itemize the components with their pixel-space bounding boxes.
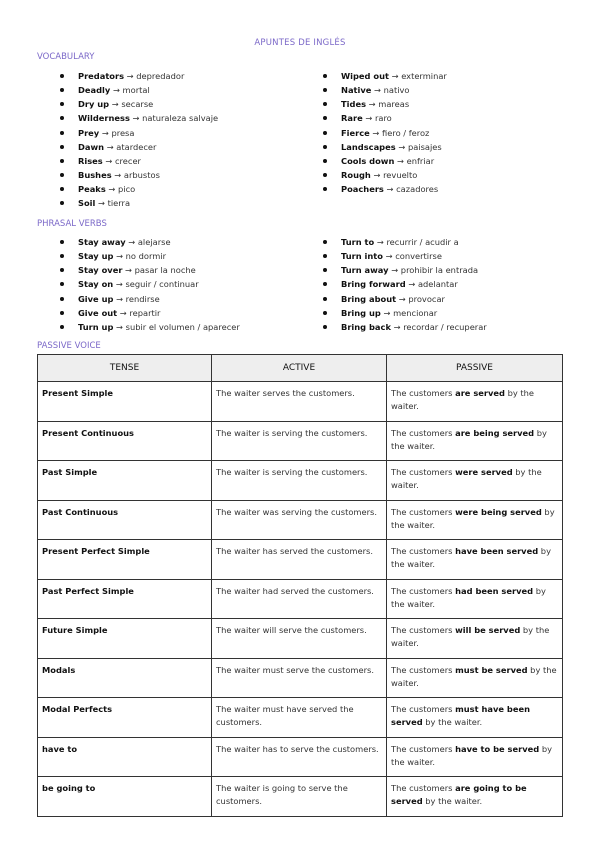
bullet-icon: [60, 116, 64, 120]
vocabulary-meaning: presa: [111, 127, 135, 138]
tense-cell: be going to: [38, 777, 212, 817]
passive-subject: The customers: [391, 467, 456, 477]
arrow-icon: →: [105, 184, 118, 195]
vocabulary-item: [321, 182, 447, 196]
passive-verb: are served: [455, 388, 505, 398]
table-row: [38, 421, 563, 461]
vocabulary-item: [58, 111, 218, 125]
active-cell: The waiter is serving the customers.: [212, 461, 387, 501]
vocabulary-item: [58, 168, 218, 182]
phrasal-verb-term: Stay on: [78, 279, 114, 290]
active-cell: The waiter had served the customers.: [212, 579, 387, 619]
vocabulary-term: Peaks: [78, 184, 106, 195]
vocabulary-item: [58, 196, 218, 210]
phrasal-verb-term: Bring up: [341, 307, 381, 318]
vocabulary-meaning: atardecer: [116, 141, 157, 152]
phrasal-verb-item: [321, 249, 487, 263]
table-row: [38, 500, 563, 540]
vocabulary-item: [321, 140, 447, 154]
arrow-icon: →: [362, 113, 375, 124]
vocabulary-meaning: enfriar: [406, 155, 435, 166]
vocabulary-item: [321, 83, 447, 97]
phrasal-verb-term: Turn into: [341, 251, 383, 262]
bullet-icon: [323, 116, 327, 120]
vocabulary-meaning: crecer: [114, 155, 141, 166]
phrasal-verb-meaning: convertirse: [395, 251, 442, 262]
bullet-icon: [60, 268, 64, 272]
table-row: [38, 540, 563, 580]
phrasal-verb-item: [58, 320, 240, 334]
table-header-row: [38, 355, 563, 382]
passive-agent: by the waiter.: [391, 664, 557, 688]
bullet-icon: [323, 311, 327, 315]
phrasal-verb-term: Stay up: [78, 251, 114, 262]
phrasal-verb-meaning: seguir / continuar: [125, 279, 199, 290]
passive-verb: were being served: [455, 506, 542, 517]
phrasal-verbs-heading: PHRASAL VERBS: [37, 219, 107, 229]
vocabulary-meaning: raro: [374, 113, 392, 124]
passive-agent: by the waiter.: [391, 625, 550, 648]
active-cell: The waiter serves the customers.: [212, 382, 387, 422]
passive-verb: must be served: [455, 664, 528, 675]
active-cell: The waiter will serve the customers.: [212, 619, 387, 659]
passive-subject: The customers: [391, 388, 456, 398]
passive-cell: [387, 777, 563, 817]
phrasal-verbs-list-left: [58, 235, 240, 334]
vocabulary-meaning: naturaleza salvaje: [142, 113, 219, 124]
arrow-icon: →: [405, 279, 418, 290]
passive-cell: [387, 619, 563, 659]
passive-subject: The customers: [391, 743, 456, 754]
passive-verb: must have been served: [391, 704, 530, 727]
arrow-icon: →: [395, 141, 408, 152]
vocabulary-term: Wilderness: [78, 113, 130, 124]
tense-cell: Past Continuous: [38, 500, 212, 540]
vocabulary-meaning: revuelto: [383, 170, 418, 181]
phrasal-verb-meaning: no dormir: [125, 251, 167, 262]
vocabulary-term: Wiped out: [341, 71, 389, 81]
phrasal-verb-term: Stay away: [78, 237, 126, 247]
arrow-icon: →: [125, 237, 138, 247]
phrasal-verb-item: [58, 292, 240, 306]
phrasal-verb-term: Bring forward: [341, 279, 406, 290]
vocabulary-term: Rough: [341, 170, 371, 181]
passive-subject: The customers: [391, 585, 456, 596]
vocabulary-meaning: arbustos: [123, 170, 160, 181]
bullet-icon: [60, 282, 64, 286]
tense-cell: Present Simple: [38, 382, 212, 422]
arrow-icon: →: [122, 265, 135, 276]
bullet-icon: [323, 145, 327, 149]
vocabulary-term: Rare: [341, 113, 363, 124]
arrow-icon: →: [369, 127, 383, 138]
active-cell: The waiter must have served the customers.: [212, 698, 387, 738]
arrow-icon: →: [110, 85, 123, 96]
tense-cell: Present Perfect Simple: [38, 540, 212, 580]
bullet-icon: [323, 187, 327, 191]
table-row: [38, 579, 563, 619]
active-cell: The waiter has to serve the customers.: [212, 737, 387, 777]
bullet-icon: [323, 131, 327, 135]
passive-voice-table: [37, 354, 563, 817]
phrasal-verb-term: Stay over: [78, 265, 123, 276]
arrow-icon: →: [382, 251, 396, 262]
passive-agent: by the waiter.: [391, 506, 555, 530]
bullet-icon: [323, 159, 327, 163]
arrow-icon: →: [113, 251, 126, 262]
vocabulary-term: Landscapes: [341, 141, 396, 152]
phrasal-verb-item: [58, 249, 240, 263]
table-row: [38, 737, 563, 777]
vocabulary-term: Rises: [78, 155, 103, 166]
bullet-icon: [60, 145, 64, 149]
tense-cell: Past Simple: [38, 461, 212, 501]
passive-agent: by the waiter.: [422, 717, 483, 727]
passive-agent: by the waiter.: [391, 467, 542, 490]
arrow-icon: →: [380, 307, 394, 318]
vocabulary-item: [321, 154, 447, 168]
bullet-icon: [60, 297, 64, 301]
vocabulary-term: Poachers: [341, 184, 384, 195]
arrow-icon: →: [390, 321, 404, 332]
passive-verb: have to be served: [455, 743, 540, 754]
vocabulary-meaning: cazadores: [396, 184, 439, 195]
table-row: [38, 461, 563, 501]
vocabulary-item: [321, 69, 447, 83]
bullet-icon: [60, 311, 64, 315]
phrasal-verb-meaning: rendirse: [125, 293, 160, 304]
arrow-icon: →: [109, 99, 122, 110]
phrasal-verb-term: Give out: [78, 307, 118, 318]
vocabulary-term: Cools down: [341, 155, 395, 166]
vocabulary-heading: VOCABULARY: [37, 52, 95, 62]
vocabulary-term: Fierce: [341, 127, 370, 138]
phrasal-verb-meaning: subir el volumen / aparecer: [125, 321, 240, 332]
vocabulary-meaning: paisajes: [407, 141, 442, 152]
tense-cell: Past Perfect Simple: [38, 579, 212, 619]
vocabulary-item: [321, 111, 447, 125]
arrow-icon: →: [104, 141, 117, 152]
phrasal-verb-term: Turn to: [341, 237, 375, 247]
phrasal-verb-item: [58, 277, 240, 291]
arrow-icon: →: [383, 184, 397, 195]
passive-cell: [387, 579, 563, 619]
arrow-icon: →: [124, 71, 137, 81]
table-row: [38, 658, 563, 698]
passive-agent: by the waiter.: [391, 743, 553, 767]
passive-agent: by the waiter.: [391, 585, 546, 609]
vocabulary-item: [58, 182, 218, 196]
passive-verb: were served: [455, 467, 513, 477]
arrow-icon: →: [102, 155, 115, 166]
arrow-icon: →: [111, 170, 124, 181]
phrasal-verb-meaning: alejarse: [137, 237, 171, 247]
vocabulary-item: [58, 126, 218, 140]
vocabulary-term: Predators: [78, 71, 125, 81]
passive-cell: [387, 698, 563, 738]
passive-cell: [387, 500, 563, 540]
active-cell: The waiter was serving the customers.: [212, 500, 387, 540]
phrasal-verb-item: [321, 235, 487, 249]
passive-agent: by the waiter.: [391, 388, 535, 411]
vocabulary-meaning: exterminar: [401, 71, 447, 81]
phrasal-verb-item: [321, 306, 487, 320]
document-title: APUNTES DE INGLÉS: [254, 38, 346, 48]
passive-subject: The customers: [391, 427, 456, 438]
column-header-tense: TENSE: [38, 355, 212, 382]
passive-subject: The customers: [391, 506, 456, 517]
passive-subject: The customers: [391, 625, 456, 635]
arrow-icon: →: [388, 265, 401, 276]
passive-cell: [387, 737, 563, 777]
bullet-icon: [60, 102, 64, 106]
phrasal-verb-item: [321, 277, 487, 291]
vocabulary-meaning: tierra: [107, 198, 131, 209]
bullet-icon: [60, 159, 64, 163]
arrow-icon: →: [388, 71, 402, 81]
table-row: [38, 777, 563, 817]
phrasal-verb-meaning: recordar / recuperar: [403, 321, 487, 332]
bullet-icon: [60, 254, 64, 258]
passive-cell: [387, 540, 563, 580]
tense-cell: Present Continuous: [38, 421, 212, 461]
passive-cell: [387, 421, 563, 461]
tense-cell: Future Simple: [38, 619, 212, 659]
phrasal-verb-item: [58, 306, 240, 320]
bullet-icon: [323, 282, 327, 286]
bullet-icon: [323, 297, 327, 301]
phrasal-verb-meaning: adelantar: [417, 279, 458, 290]
vocabulary-meaning: depredador: [136, 71, 185, 81]
phrasal-verb-item: [321, 263, 487, 277]
vocabulary-term: Dawn: [78, 141, 105, 152]
vocabulary-term: Bushes: [78, 170, 112, 181]
phrasal-verb-term: Turn up: [78, 321, 114, 332]
passive-agent: by the waiter.: [422, 796, 483, 806]
vocabulary-item: [58, 69, 218, 83]
phrasal-verb-item: [321, 320, 487, 334]
arrow-icon: →: [117, 307, 130, 318]
phrasal-verb-term: Bring back: [341, 321, 391, 332]
bullet-icon: [60, 131, 64, 135]
passive-subject: The customers: [391, 704, 456, 714]
active-cell: The waiter has served the customers.: [212, 540, 387, 580]
vocabulary-term: Dry up: [78, 99, 110, 110]
vocabulary-meaning: nativo: [383, 85, 410, 96]
phrasal-verb-meaning: mencionar: [393, 307, 438, 318]
bullet-icon: [323, 173, 327, 177]
phrasal-verb-item: [321, 292, 487, 306]
passive-verb: are going to be served: [391, 783, 527, 806]
table-row: [38, 698, 563, 738]
phrasal-verb-term: Bring about: [341, 293, 397, 304]
bullet-icon: [323, 88, 327, 92]
tense-cell: have to: [38, 737, 212, 777]
arrow-icon: →: [95, 198, 108, 209]
bullet-icon: [60, 325, 64, 329]
vocabulary-item: [58, 83, 218, 97]
phrasal-verbs-list-right: [321, 235, 487, 334]
bullet-icon: [60, 201, 64, 205]
phrasal-verb-meaning: provocar: [408, 293, 445, 304]
passive-cell: [387, 461, 563, 501]
arrow-icon: →: [366, 99, 379, 110]
passive-verb: will be served: [455, 625, 521, 635]
bullet-icon: [323, 254, 327, 258]
passive-subject: The customers: [391, 664, 456, 675]
arrow-icon: →: [370, 170, 384, 181]
bullet-icon: [323, 240, 327, 244]
passive-voice-heading: PASSIVE VOICE: [37, 341, 101, 351]
active-cell: The waiter is going to serve the customers.: [212, 777, 387, 817]
vocabulary-term: Prey: [78, 127, 100, 138]
vocabulary-list-right: [321, 69, 447, 196]
arrow-icon: →: [113, 293, 126, 304]
bullet-icon: [60, 74, 64, 78]
table-row: [38, 619, 563, 659]
arrow-icon: →: [99, 127, 112, 138]
vocabulary-term: Native: [341, 85, 372, 96]
arrow-icon: →: [396, 293, 409, 304]
vocabulary-list-left: [58, 69, 218, 211]
passive-subject: The customers: [391, 783, 456, 793]
active-cell: The waiter is serving the customers.: [212, 421, 387, 461]
vocabulary-meaning: mareas: [378, 99, 410, 110]
arrow-icon: →: [371, 85, 384, 96]
bullet-icon: [323, 325, 327, 329]
phrasal-verb-item: [58, 263, 240, 277]
vocabulary-item: [321, 126, 447, 140]
bullet-icon: [60, 173, 64, 177]
phrasal-verb-term: Turn away: [341, 265, 389, 276]
vocabulary-term: Deadly: [78, 85, 111, 96]
passive-verb: had been served: [455, 585, 534, 596]
vocabulary-item: [58, 97, 218, 111]
arrow-icon: →: [113, 279, 126, 290]
passive-cell: [387, 382, 563, 422]
passive-agent: by the waiter.: [391, 546, 551, 569]
arrow-icon: →: [129, 113, 143, 124]
vocabulary-meaning: secarse: [121, 99, 154, 110]
phrasal-verb-meaning: prohibir la entrada: [400, 265, 479, 276]
passive-agent: by the waiter.: [391, 427, 547, 451]
vocabulary-term: Soil: [78, 198, 96, 209]
phrasal-verb-meaning: repartir: [129, 307, 161, 318]
column-header-passive: PASSIVE: [387, 355, 563, 382]
passive-subject: The customers: [391, 546, 456, 556]
phrasal-verb-meaning: recurrir / acudir a: [386, 237, 459, 247]
phrasal-verb-term: Give up: [78, 293, 114, 304]
vocabulary-item: [321, 97, 447, 111]
vocabulary-term: Tides: [341, 99, 367, 110]
arrow-icon: →: [374, 237, 387, 247]
bullet-icon: [60, 240, 64, 244]
phrasal-verb-meaning: pasar la noche: [134, 265, 196, 276]
passive-verb: have been served: [455, 546, 539, 556]
vocabulary-item: [58, 140, 218, 154]
phrasal-verb-item: [58, 235, 240, 249]
passive-cell: [387, 658, 563, 698]
vocabulary-meaning: pico: [118, 184, 136, 195]
bullet-icon: [60, 88, 64, 92]
bullet-icon: [323, 74, 327, 78]
vocabulary-meaning: fiero / feroz: [382, 127, 430, 138]
vocabulary-meaning: mortal: [122, 85, 150, 96]
bullet-icon: [323, 268, 327, 272]
passive-verb: are being served: [455, 427, 535, 438]
vocabulary-item: [321, 168, 447, 182]
vocabulary-item: [58, 154, 218, 168]
table-row: [38, 382, 563, 422]
tense-cell: Modals: [38, 658, 212, 698]
column-header-active: ACTIVE: [212, 355, 387, 382]
tense-cell: Modal Perfects: [38, 698, 212, 738]
bullet-icon: [323, 102, 327, 106]
arrow-icon: →: [113, 321, 126, 332]
active-cell: The waiter must serve the customers.: [212, 658, 387, 698]
bullet-icon: [60, 187, 64, 191]
arrow-icon: →: [394, 155, 407, 166]
